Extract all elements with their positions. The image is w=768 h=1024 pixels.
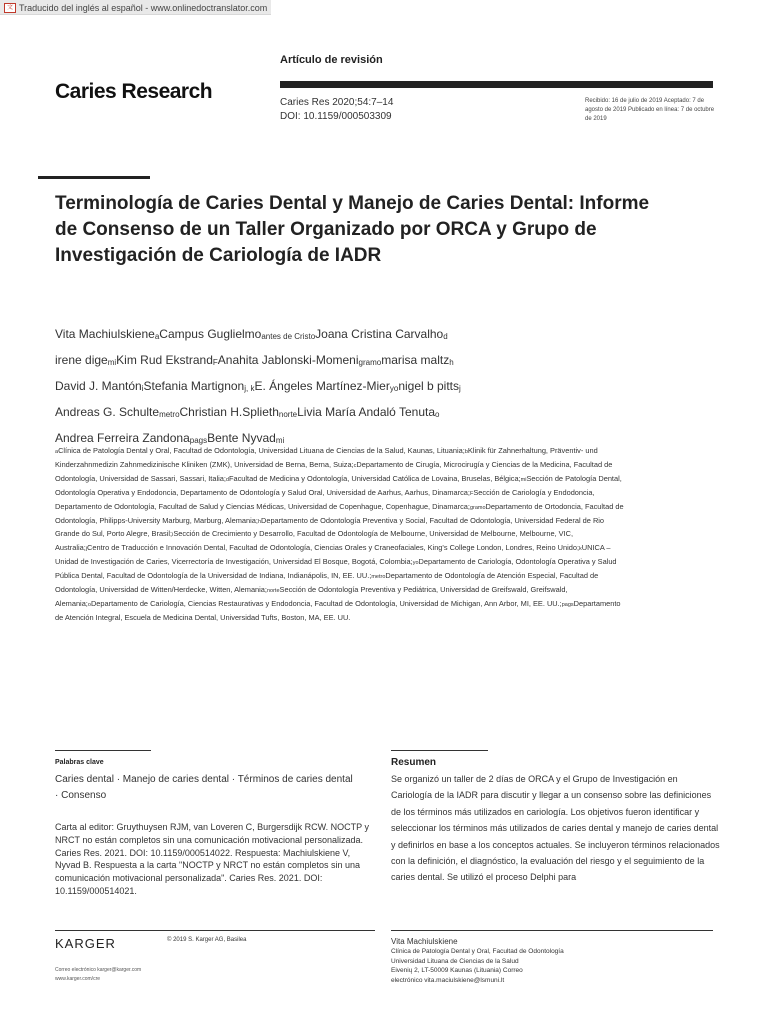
publisher-web[interactable]: www.karger.com/cre bbox=[55, 976, 101, 982]
affiliation-text: Sección de Crecimiento y Desarrollo, Facultad de Odontología de Melbourne, Universidad de Melbourne, Melbourne, VIC, Australia; bbox=[55, 529, 574, 553]
publisher-contact bbox=[55, 966, 141, 984]
author-name: David J. Mantón bbox=[55, 379, 142, 393]
keywords-rule bbox=[55, 750, 151, 751]
affiliation-text: Sección de Cariología y Endodoncia, Departamento de Odontología, Facultad de Salud y Ciencias Médicas, Universidad de Copenhague, Copenhague, Dinamarca; bbox=[55, 487, 595, 511]
publisher-logo: KARGER bbox=[55, 936, 116, 951]
affiliations bbox=[55, 445, 625, 624]
translation-banner bbox=[0, 0, 271, 15]
translate-icon: 文 bbox=[4, 3, 16, 13]
affiliation-mark: pags bbox=[561, 601, 574, 608]
correspondence-line: Clínica de Patología Dental y Oral, Facultad de Odontología bbox=[391, 948, 564, 955]
keywords-heading: Palabras clave bbox=[55, 759, 104, 766]
banner-text[interactable]: Traducido del inglés al español - www.onlinedoctranslator.com bbox=[19, 2, 268, 13]
author-affiliation-mark: h bbox=[449, 358, 454, 367]
correspondence-line: Eivenių 2, LT-50009 Kaunas (Lituania) Correo bbox=[391, 967, 523, 974]
author-affiliation-mark: F bbox=[212, 358, 218, 367]
keywords-text: Caries dental · Manejo de caries dental · Términos de caries dental · Consenso bbox=[55, 774, 353, 801]
author-name: Joana Cristina Carvalho bbox=[315, 327, 444, 341]
author-affiliation-mark: yo bbox=[389, 384, 399, 393]
title-rule bbox=[38, 176, 150, 179]
affiliation-mark: k bbox=[579, 546, 582, 553]
author-affiliation-mark: d bbox=[443, 332, 448, 341]
correspondence-line[interactable]: electrónico vita.maciulskiene@lsmuni.lt bbox=[391, 976, 505, 984]
affiliation-mark: d bbox=[225, 476, 229, 483]
affiliation-mark: i bbox=[172, 532, 174, 539]
affiliation-text: Departamento de Ortodoncia, Facultad de Odontología, Philipps-University Marburg, Marburg, Alemania; bbox=[55, 501, 624, 525]
author-name: Bente Nyvad bbox=[207, 431, 276, 445]
affiliation-mark: F bbox=[469, 490, 474, 497]
citation: Caries Res 2020;54:7–14 bbox=[280, 97, 394, 108]
author-name: Kim Rud Ekstrand bbox=[116, 353, 213, 367]
author-affiliation-mark: j, k bbox=[244, 384, 255, 393]
affiliation-mark: h bbox=[257, 518, 261, 525]
author-affiliation-mark: mi bbox=[275, 436, 285, 445]
affiliation-mark: metro bbox=[371, 574, 386, 581]
affiliation-text: Clínica de Patología Dental y Oral, Facultad de Odontología, Universidad Lituana de Ciencias de la Salud, Kaunas, Lituania; bbox=[58, 446, 465, 455]
author-affiliation-mark: mi bbox=[107, 358, 117, 367]
author-affiliation-mark: antes de Cristo bbox=[261, 332, 316, 341]
author-line bbox=[55, 400, 695, 426]
author-line bbox=[55, 374, 695, 400]
author-name: Andrea Ferreira Zandona bbox=[55, 431, 190, 445]
author-name: Stefania Martignon bbox=[143, 379, 245, 393]
affiliation-text: Centro de Traducción e Innovación Dental, Facultad de Odontología, Ciencias Orales y Craneofaciales, King's College London, Londres, Reino Unido; bbox=[87, 543, 579, 553]
author-line bbox=[55, 322, 695, 348]
correspondence bbox=[391, 936, 691, 985]
author-name: Campus Guglielmo bbox=[159, 327, 262, 341]
author-line bbox=[55, 348, 695, 374]
affiliation-text: UNICA – Unidad de Investigación de Caries, Vicerrectoría de Investigación, Universidad El Bosque, Bogotá, Colombia; bbox=[55, 543, 611, 567]
received-dates: Recibido: 16 de julio de 2019 Aceptado: 7 de agosto de 2019 Publicado en línea: 7 de octubre de 2019 bbox=[585, 98, 715, 122]
affiliation-mark: o bbox=[87, 601, 91, 608]
author-name: irene dige bbox=[55, 353, 108, 367]
author-affiliation-mark: metro bbox=[159, 410, 180, 419]
author-name: Anahita Jablonski-Momeni bbox=[217, 353, 359, 367]
corresponding-author: Vita Machiulskiene bbox=[391, 937, 458, 946]
affiliation-mark: mi bbox=[520, 476, 527, 483]
letter-to-editor: Carta al editor: Gruythuysen RJM, van Loveren C, Burgersdijk RCW. NOCTP y NRCT no están completos sin una comunicación motivacional personalizada. Caries Res. 2021. DOI: 10.1159/000514022. Respuesta: Machiulskiene V, Nyvad B. Respuesta a la carta "NOCTP y NRCT no están completos sin una comunicación motivacional personalizada". Caries Res. 2021. DOI: 10.1159/000514021. bbox=[55, 822, 369, 896]
author-affiliation-mark: norte bbox=[278, 410, 298, 419]
author-name: E. Ángeles Martínez-Mier bbox=[254, 379, 390, 393]
footer-rule-right bbox=[391, 930, 713, 931]
affiliation-text: Sección de Patología Dental, Odontología Operativa y Endodoncia, Departamento de Odontología y Salud Oral, Universidad de Aarhus, Aarhus, Dinamarca; bbox=[55, 473, 622, 497]
author-name: Andreas G. Schulte bbox=[55, 405, 160, 419]
affiliation-mark: gramo bbox=[469, 504, 486, 511]
affiliation-mark: yo bbox=[412, 560, 419, 567]
affiliation-text: Sección de Odontología Preventiva y Pediátrica, Universidad de Greifswald, Greifswald, Alemania; bbox=[55, 585, 568, 608]
copyright: © 2019 S. Karger AG, Basilea bbox=[167, 937, 247, 943]
author-name: Vita Machiulskiene bbox=[55, 327, 155, 341]
abstract-heading: Resumen bbox=[391, 757, 437, 768]
author-name: Livia María Andaló Tenuta bbox=[297, 405, 435, 419]
affiliation-text: Departamento de Cariología, Odontología Operativa y Salud Pública Dental, Facultad de Odontología de la Universidad de Indiana, Indianápolis, IN, EE. UU.; bbox=[55, 557, 617, 581]
affiliation-text: Facultad de Medicina y Odontología, Universidad Católica de Lovaina, Bruselas, Bélgica; bbox=[228, 473, 521, 483]
author-affiliation-mark: pags bbox=[189, 436, 208, 445]
affiliation-text: Departamento de Odontología de Atención Especial, Facultad de Odontología, Universidad de Witten/Herdecke, Witten, Alemania; bbox=[55, 571, 599, 595]
affiliation-mark: a bbox=[55, 449, 59, 455]
author-name: marisa maltz bbox=[381, 353, 450, 367]
abstract-rule bbox=[391, 750, 488, 751]
doi[interactable]: DOI: 10.1159/000503309 bbox=[280, 111, 392, 122]
affiliation-text: Departamento de Odontología Preventiva y Social, Facultad de Odontología, Universidad Federal de Rio Grande do Sul, Porto Alegre, Brasil; bbox=[55, 515, 605, 539]
publisher-email[interactable]: Correo electrónico karger@karger.com bbox=[55, 967, 142, 973]
affiliation-text: Departamento de Cirugía, Microcirugía y Ciencias de la Medicina, Facultad de Odontología, Universidad de Sassari, Sassari, Italia; bbox=[55, 459, 613, 483]
abstract-text: Se organizó un taller de 2 días de ORCA y el Grupo de Investigación en Cariología de la IADR para discutir y llegar a un consenso sobre las definiciones de los términos más utilizados en cariología. Los objetivos fueron identificar y seleccionar los términos más utilizados de caries dental y manejo de caries dental y definirlos en base a los conceptos actuales. Se incluyeron términos relacionados con la definición, el diagnóstico, la evaluación del riesgo y el seguimiento de la caries dental. Se utilizó el proceso Delphi para bbox=[391, 774, 720, 883]
correspondence-line: Universidad Lituana de Ciencias de la Salud bbox=[391, 957, 519, 965]
affiliation-text: Departamento de Cariología, Ciencias Restaurativas y Endodoncia, Facultad de Odontología, Universidad de Michigan, Ann Arbor, MI, EE. UU.; bbox=[90, 598, 562, 608]
author-list bbox=[55, 322, 695, 452]
author-name: Christian H.Splieth bbox=[179, 405, 279, 419]
affiliation-mark: b bbox=[464, 449, 468, 455]
journal-name: Caries Research bbox=[55, 80, 213, 103]
author-affiliation-mark: i bbox=[141, 384, 144, 393]
article-type: Artículo de revisión bbox=[280, 54, 383, 66]
affiliation-mark: norte bbox=[266, 588, 280, 595]
affiliation-mark: c bbox=[353, 462, 357, 469]
affiliation-mark: j bbox=[85, 546, 88, 553]
author-name: nigel b pitts bbox=[398, 379, 460, 393]
article-title: Terminología de Caries Dental y Manejo de Caries Dental: Informe de Consenso de un Taller Organizado por ORCA y Grupo de Investigación de Cariología de IADR bbox=[55, 193, 650, 266]
author-affiliation-mark: j bbox=[459, 384, 461, 393]
citation-block bbox=[280, 96, 393, 124]
author-affiliation-mark: gramo bbox=[358, 358, 382, 367]
author-affiliation-mark: o bbox=[435, 410, 440, 419]
header-rule bbox=[280, 81, 713, 88]
author-affiliation-mark: a bbox=[154, 332, 160, 341]
affiliation-text: Klinik für Zahnerhaltung, Präventiv- und Kinderzahnmedizin Zahnmedizinische Kliniken (ZMK), Universidad de Berna, Berna, Suiza; bbox=[55, 446, 598, 469]
affiliation-text: Departamento de Atención Integral, Escuela de Medicina Dental, Universidad Tufts, Boston, MA, EE. UU. bbox=[55, 598, 621, 622]
footer-rule-left bbox=[55, 930, 375, 931]
